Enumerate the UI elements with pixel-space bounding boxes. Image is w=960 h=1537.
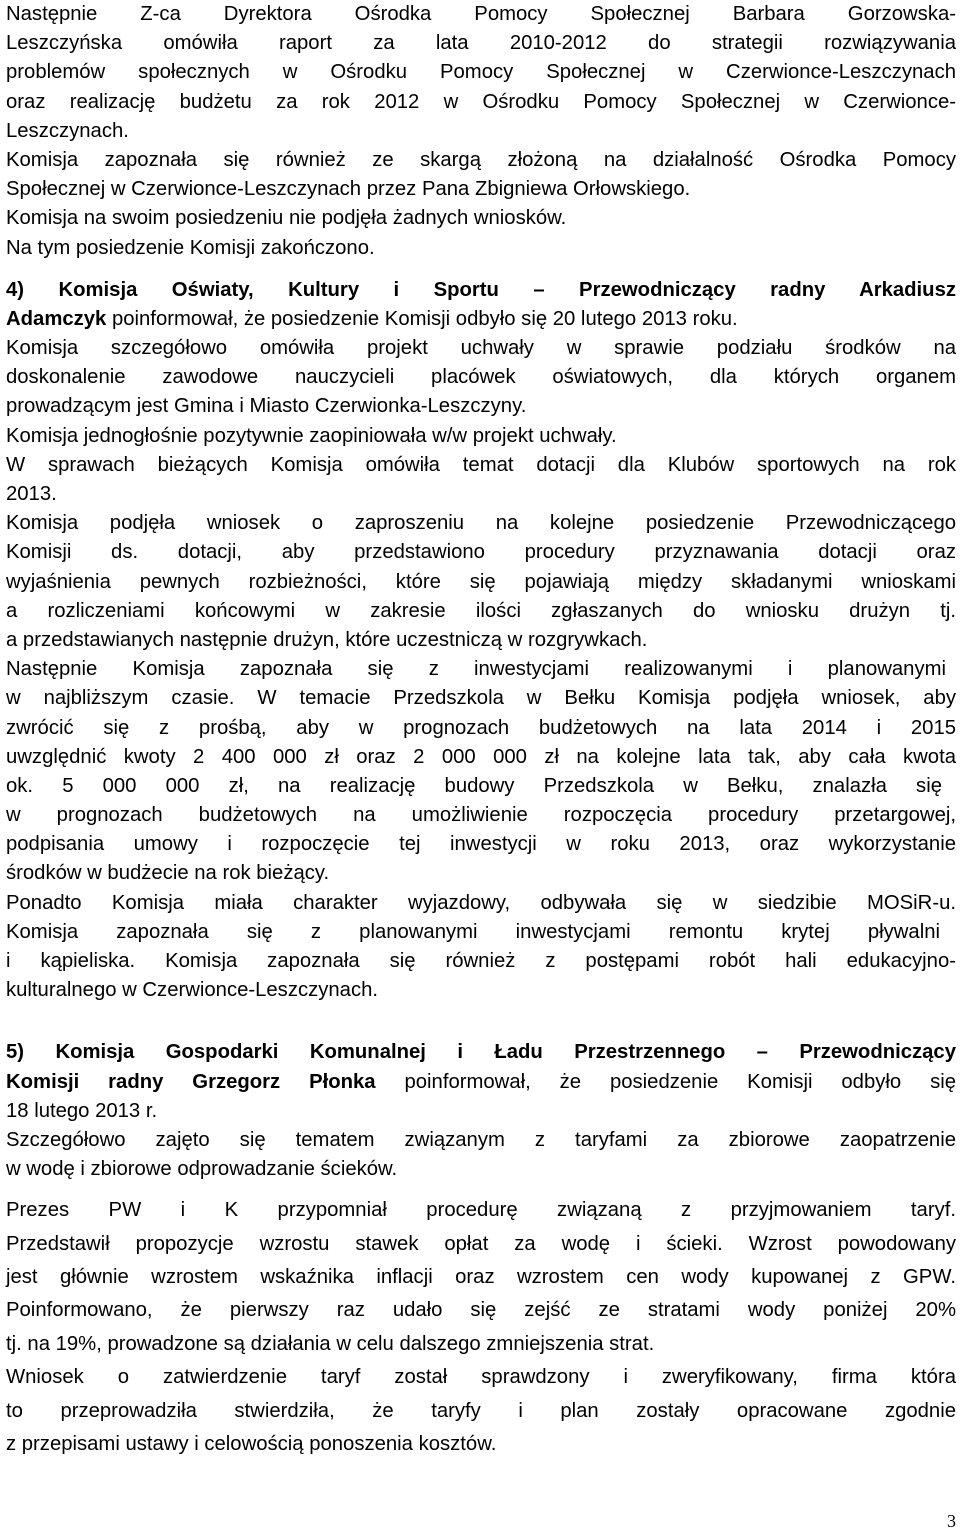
- text-line: wyjaśnienia pewnych rozbieżności, które się pojawiają między składanymi wnioskami: [6, 570, 956, 593]
- text-line: Leszczynach.: [6, 119, 129, 142]
- text-line: Komisja zapoznała się z planowanymi inwestycjami remontu krytej pływalni: [6, 920, 940, 943]
- section-5-heading: [6, 1038, 956, 1067]
- text-line: Następnie Z-ca Dyrektora Ośrodka Pomocy Społecznej Barbara Gorzowska-: [6, 3, 956, 25]
- text-line: w wodę i zbiorowe odprowadzanie ścieków.: [6, 1158, 398, 1181]
- text-line: 2013.: [6, 483, 57, 505]
- text-line: Leszczyńska omówiła raport za lata 2010-2012 do strategii rozwiązywania: [6, 32, 956, 55]
- text-line: w prognozach budżetowych na umożliwienie rozpoczęcia procedury przetargowej,: [6, 804, 956, 827]
- text-line: a przedstawianych następnie drużyn, które uczestniczą w rozgrywkach.: [6, 628, 648, 651]
- page-number: 3: [947, 1511, 956, 1531]
- text-line: Komisja jednogłośnie pozytywnie zaopiniowała w/w projekt uchwały.: [6, 424, 617, 447]
- text-line: doskonalenie zawodowe nauczycieli placówek oświatowych, dla których organem: [6, 366, 956, 389]
- text-line: Szczegółowo zajęto się tematem związanym z taryfami za zbiorowe zaopatrzenie: [6, 1128, 956, 1151]
- text-line: Komisja na swoim posiedzeniu nie podjęła żadnych wniosków.: [6, 207, 567, 230]
- section-5-paragraph: [6, 1194, 956, 1461]
- text-line: W sprawach bieżących Komisja omówiła temat dotacji dla Klubów sportowych na rok: [6, 453, 956, 476]
- section-4-heading-continuation: [6, 305, 956, 334]
- text-line: ok. 5 000 000 zł, na realizację budowy Przedszkola w Bełku, znalazła się: [6, 774, 942, 797]
- section-5: [6, 1038, 956, 1184]
- section-4: [6, 276, 956, 1006]
- intro-paragraph: [6, 0, 956, 263]
- section-4-heading-rest: poinformował, że posiedzenie Komisji odbyło się 20 lutego 2013 roku.: [106, 307, 738, 330]
- section-5-heading-rest: poinformował, że posiedzenie Komisji odbyło się: [375, 1070, 956, 1093]
- text-line: Wniosek o zatwierdzenie taryf został sprawdzony i zweryfikowany, firma która: [6, 1366, 956, 1389]
- text-line: Komisji ds. dotacji, aby przedstawiono procedury przyznawania dotacji oraz: [6, 541, 956, 564]
- text-line: Przedstawił propozycje wzrostu stawek opłat za wodę i ścieki. Wzrost powodowany: [6, 1232, 956, 1255]
- text-line: Prezes PW i K przypomniał procedurę związaną z przyjmowaniem taryf.: [6, 1199, 956, 1222]
- spacer: [6, 1184, 956, 1194]
- text-line: kulturalnego w Czerwionce-Leszczynach.: [6, 979, 378, 1002]
- text-line: Komisja szczegółowo omówiła projekt uchwały w sprawie podziału środków na: [6, 337, 956, 360]
- text-line: podpisania umowy i rozpoczęcie tej inwestycji w roku 2013, oraz wykorzystanie: [6, 833, 956, 856]
- section-5-chair-name: Komisji radny Grzegorz Płonka: [6, 1070, 376, 1093]
- text-line: w najbliższym czasie. W temacie Przedszkola w Bełku Komisja podjęła wniosek, aby: [6, 687, 956, 710]
- text-line: Następnie Komisja zapoznała się z inwestycjami realizowanymi i planowanymi: [6, 658, 946, 681]
- document-page: [6, 0, 956, 1461]
- text-line: jest głównie wzrostem wskaźnika inflacji oraz wzrostem cen wody kupowanej z GPW.: [6, 1266, 956, 1289]
- text-line: z przepisami ustawy i celowością ponoszenia kosztów.: [6, 1433, 497, 1456]
- text-line: uwzględnić kwoty 2 400 000 zł oraz 2 000 000 zł na kolejne lata tak, aby cała kwota: [6, 745, 956, 768]
- text-line: prowadzącym jest Gmina i Miasto Czerwionka-Leszczyny.: [6, 395, 527, 418]
- text-line: Komisja zapoznała się również ze skargą złożoną na działalność Ośrodka Pomocy: [6, 148, 956, 171]
- text-line: oraz realizację budżetu za rok 2012 w Ośrodku Pomocy Społecznej w Czerwionce-: [6, 90, 956, 113]
- text-line: Ponadto Komisja miała charakter wyjazdowy, odbywała się w siedzibie MOSiR-u.: [6, 891, 956, 914]
- section-4-heading-text: 4) Komisja Oświaty, Kultury i Sportu – Przewodniczący radny Arkadiusz: [6, 278, 956, 301]
- text-line: to przeprowadziła stwierdziła, że taryfy i plan zostały opracowane zgodnie: [6, 1399, 956, 1422]
- section-4-chair-name: Adamczyk: [6, 307, 107, 330]
- text-line: 18 lutego 2013 r.: [6, 1099, 158, 1122]
- text-line: Na tym posiedzenie Komisji zakończono.: [6, 236, 375, 259]
- text-line: a rozliczeniami końcowymi w zakresie ilości zgłaszanych do wniosku drużyn tj.: [6, 599, 956, 622]
- text-line: zwrócić się z prośbą, aby w prognozach budżetowych na lata 2014 i 2015: [6, 716, 956, 739]
- spacer: [6, 1005, 956, 1038]
- text-line: środków w budżecie na rok bieżący.: [6, 862, 330, 885]
- text-line: problemów społecznych w Ośrodku Pomocy Społecznej w Czerwionce-Leszczynach: [6, 61, 956, 84]
- spacer: [6, 263, 956, 276]
- section-5-heading-continuation: [6, 1068, 956, 1097]
- text-line: Społecznej w Czerwionce-Leszczynach przez Pana Zbigniewa Orłowskiego.: [6, 178, 691, 201]
- section-4-heading: [6, 276, 956, 305]
- text-line: Poinformowano, że pierwszy raz udało się zejść ze stratami wody poniżej 20%: [6, 1299, 956, 1322]
- text-line: Komisja podjęła wniosek o zaproszeniu na kolejne posiedzenie Przewodniczącego: [6, 512, 956, 535]
- text-line: tj. na 19%, prowadzone są działania w celu dalszego zmniejszenia strat.: [6, 1332, 655, 1355]
- text-line: i kąpieliska. Komisja zapoznała się również z postępami robót hali edukacyjno-: [6, 950, 956, 972]
- section-5-heading-text: 5) Komisja Gospodarki Komunalnej i Ładu Przestrzennego – Przewodniczący: [6, 1041, 956, 1064]
